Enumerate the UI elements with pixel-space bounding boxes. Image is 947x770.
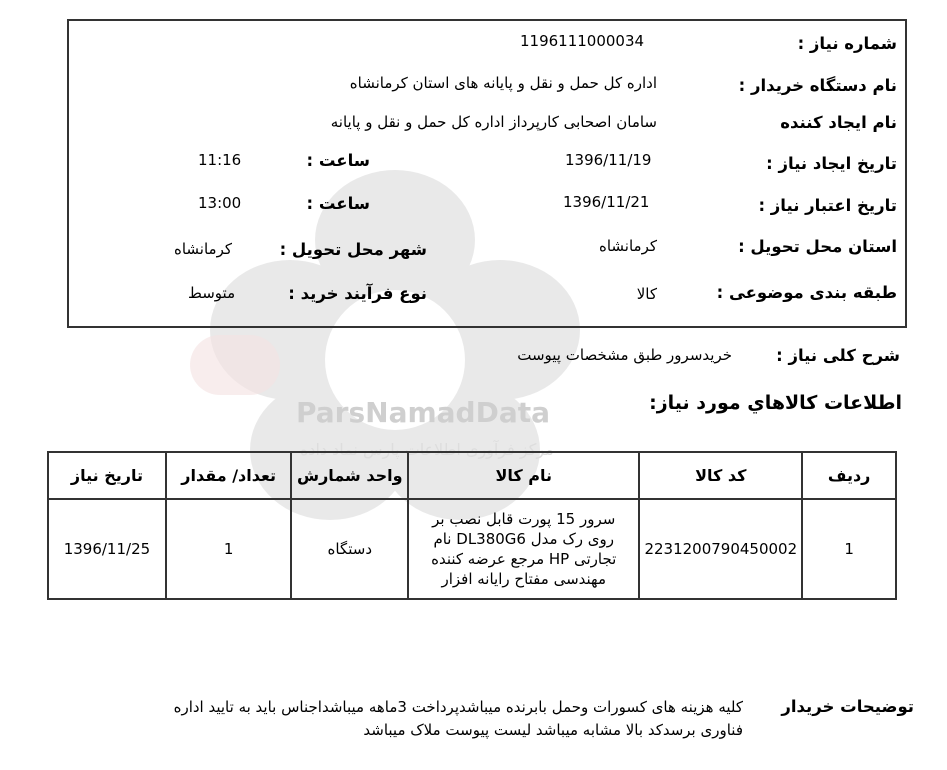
cell-code: 2231200790450002: [639, 499, 802, 599]
valid-time-label: ساعت :: [306, 194, 370, 213]
process-type-label: نوع فرآیند خرید :: [288, 284, 427, 303]
cell-row-number: 1: [802, 499, 896, 599]
category-label: طبقه بندی موضوعی :: [716, 283, 897, 302]
need-number-value: 1196111000034: [520, 32, 645, 50]
valid-date-value: 1396/11/21: [563, 193, 650, 211]
cell-unit: دستگاه: [291, 499, 408, 599]
cell-name-line: تجارتی HP مرجع عرضه کننده: [431, 550, 617, 568]
buyer-org-value: اداره کل حمل و نقل و پایانه های استان کرمانشاه: [349, 74, 657, 92]
watermark-brand: ParsNamadData: [296, 396, 550, 429]
valid-date-label: تاریخ اعتبار نیاز :: [758, 196, 897, 215]
cell-name: [408, 499, 639, 599]
delivery-province-label: استان محل تحویل :: [738, 237, 897, 256]
delivery-city-label: شهر محل تحویل :: [279, 240, 427, 259]
buyer-notes-line-1: کلیه هزینه های کسورات وحمل بابرنده میباشدپرداخت 3ماهه میباشداجناس باید به تایید اداره: [173, 698, 743, 716]
buyer-notes-label: توضیحات خریدار: [781, 697, 914, 716]
col-header-unit: واحد شمارش: [291, 452, 408, 499]
col-header-qty: تعداد/ مقدار: [166, 452, 292, 499]
cell-name-line: مهندسی مفتاح رایانه افزار: [441, 570, 606, 588]
summary-label: شرح کلی نیاز :: [776, 346, 900, 365]
creator-value: سامان اصحابی کارپرداز اداره کل حمل و نقل و پایانه: [330, 113, 657, 131]
delivery-city-value: کرمانشاه: [174, 240, 233, 258]
items-table: [47, 451, 897, 600]
col-header-date: تاریخ نیاز: [48, 452, 166, 499]
category-value: کالا: [636, 285, 657, 303]
buyer-org-label: نام دستگاه خریدار :: [738, 76, 897, 95]
need-number-label: شماره نیاز :: [797, 34, 897, 53]
delivery-province-value: کرمانشاه: [598, 237, 657, 255]
cell-date: 1396/11/25: [48, 499, 166, 599]
created-time-value: 11:16: [198, 151, 242, 169]
col-header-row-number: ردیف: [802, 452, 896, 499]
valid-time-value: 13:00: [198, 194, 242, 212]
creator-label: نام ایجاد کننده: [780, 113, 897, 132]
watermark-subtitle: مرکز فرآوری اطلاعات پارس نماد داده: [300, 440, 554, 459]
created-date-value: 1396/11/19: [565, 151, 652, 169]
table-row: [48, 499, 896, 599]
need-info-box: [67, 19, 907, 328]
created-date-label: تاریخ ایجاد نیاز :: [766, 154, 897, 173]
created-time-label: ساعت :: [306, 151, 370, 170]
cell-qty: 1: [166, 499, 292, 599]
buyer-notes-line-2: فناوری برسدکد بالا مشابه میباشد لیست پیوست ملاک میباشد: [363, 721, 743, 739]
col-header-code: کد کالا: [639, 452, 802, 499]
col-header-name: نام کالا: [408, 452, 639, 499]
items-section-title: اطلاعات كالاهاي مورد نياز:: [649, 392, 902, 414]
process-type-value: متوسط: [188, 284, 236, 302]
cell-name-line: روی رک مدل DL380G6 نام: [433, 530, 614, 548]
summary-value: خریدسرور طبق مشخصات پیوست: [517, 346, 732, 364]
cell-name-line: سرور 15 پورت قابل نصب بر: [432, 510, 616, 528]
table-header-row: [48, 452, 896, 499]
